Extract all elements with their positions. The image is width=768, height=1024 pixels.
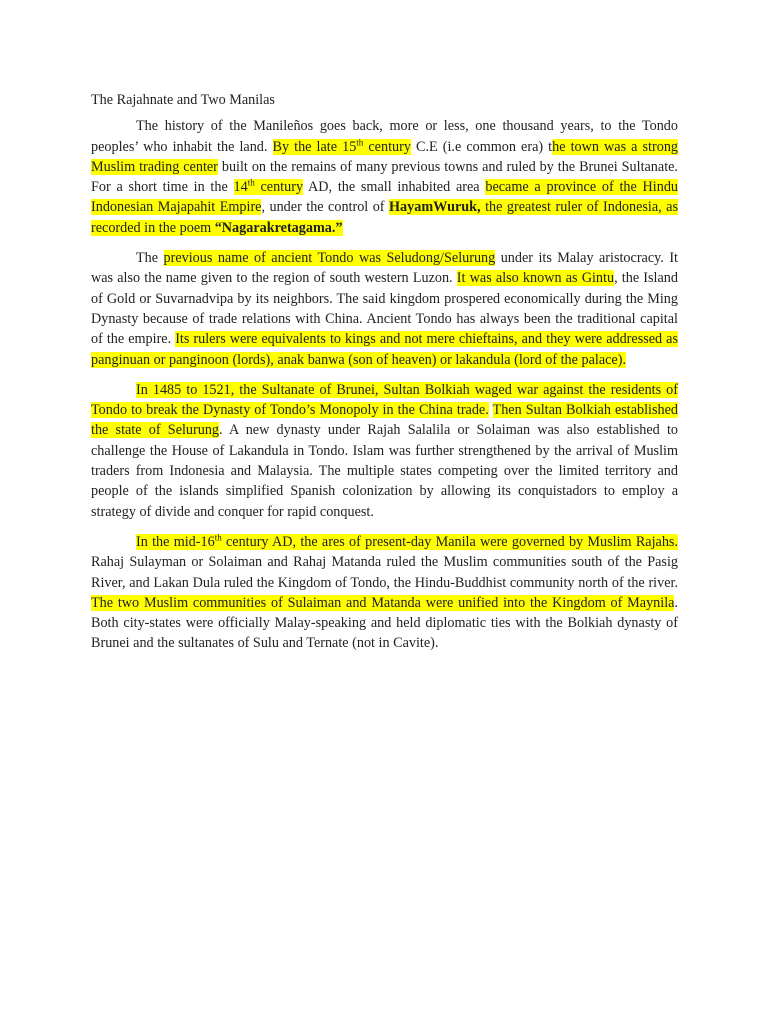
text-run: Rahaj Sulayman or Solaiman and Rahaj Matanda ruled the Muslim communities south of the Pasig River, and Lakan Dula ruled the Kingdom of Tondo, the Hindu-Buddhist community north of the river. (91, 554, 678, 591)
highlighted-text (255, 179, 303, 195)
text-run: he town was a strong Muslim trading center (91, 138, 679, 175)
text-run: century (363, 138, 411, 155)
paragraph-container (91, 116, 678, 653)
paragraph (91, 380, 678, 522)
paragraph (91, 248, 678, 370)
text-run: became a province of the Hindu Indonesian Majapahit Empire (91, 179, 679, 216)
text-run: built on the remains of many previous towns and ruled by the Brunei Sultanate. For a short time in the (91, 158, 678, 196)
bold-text: “Nagarakretagama.” (214, 219, 343, 236)
highlighted-text (363, 139, 411, 155)
text-run: Its rulers were equivalents to kings and not mere chieftains, and they were addressed as panginuan or panginoon (lords), anak banwa (son of heaven) or lakandula (lord of the palace). (91, 331, 678, 368)
text-run: , under the control of (261, 199, 390, 216)
text-run: Then Sultan Bolkiah established the state of Selurung (91, 402, 678, 439)
superscript-text: th (214, 532, 222, 543)
highlighted-text (164, 250, 496, 266)
highlighted-text (91, 331, 678, 367)
highlighted-text (248, 179, 255, 195)
text-run: . Both city-states were officially Malay-speaking and held diplomatic ties with the Bolkiah dynasty of Brunei and the sultanates of Sulu and Ternate (not in Cavite). (91, 594, 678, 652)
text-run: under its Malay aristocracy. It was also the name given to the region of south western Luzon. (91, 250, 678, 287)
bold-text: HayamWuruk, (389, 199, 481, 216)
superscript-text: th (247, 177, 255, 188)
highlighted-text (215, 220, 343, 236)
text-run: In the mid-16 (136, 533, 215, 550)
document-body (91, 90, 678, 664)
text-run: The (136, 250, 164, 267)
highlighted-text (273, 139, 357, 155)
paragraph (91, 116, 678, 238)
text-run: century AD, the ares of present-day Manila were governed by Muslim Rajahs. (221, 533, 678, 550)
text-run: 14 (233, 179, 248, 196)
text-run: By the late 15 (272, 138, 357, 155)
text-run: . A new dynasty under Rajah Salalila or Solaiman was also established to challenge the House of Lakandula in Tondo. Islam was further strengthened by the arrival of Muslim traders from Indonesia and Malaysia. The multiple states competing over the limited territory and people of the islands simplified Spanish colonization by allowing its conquistadors to employ a strategy of divide and conquer for rapid conquest. (91, 422, 678, 520)
text-run: C.E (i.e common era) t (410, 138, 553, 155)
text-run: It was also known as Gintu (456, 270, 615, 287)
text-run: The history of the Manileños goes back, more or less, one thousand years, to the Tondo peoples’ who inhabit the land. (91, 118, 678, 155)
paragraph (91, 532, 678, 654)
highlighted-text (91, 595, 674, 611)
highlighted-text (215, 534, 222, 550)
text-run: AD, the small inhabited area (303, 179, 486, 196)
highlighted-text (234, 179, 248, 195)
highlighted-text (136, 534, 215, 550)
text-run: previous name of ancient Tondo was Seludong/Selurung (163, 250, 496, 267)
text-run: , the Island of Gold or Suvarnadvipa by its neighbors. The said kingdom prospered economically during the Ming Dynasty because of trade relations with China. Ancient Tondo has always been the traditional capital of the empire. (91, 270, 678, 348)
document-title: The Rajahnate and Two Manilas (91, 92, 275, 108)
highlighted-text (222, 534, 678, 550)
superscript-text: th (356, 137, 364, 148)
highlighted-text (389, 199, 481, 215)
highlighted-text (457, 270, 614, 286)
text-run: In 1485 to 1521, the Sultanate of Brunei, Sultan Bolkiah waged war against the residents of Tondo to break the Dynasty of Tondo’s Monopoly in the China trade. (91, 381, 678, 419)
text-run: century (254, 179, 304, 196)
text-run: the greatest ruler of Indonesia, as recorded in the poem (91, 199, 678, 236)
text-run: The two Muslim communities of Sulaiman and Matanda were unified into the Kingdom of Maynila (91, 594, 675, 611)
